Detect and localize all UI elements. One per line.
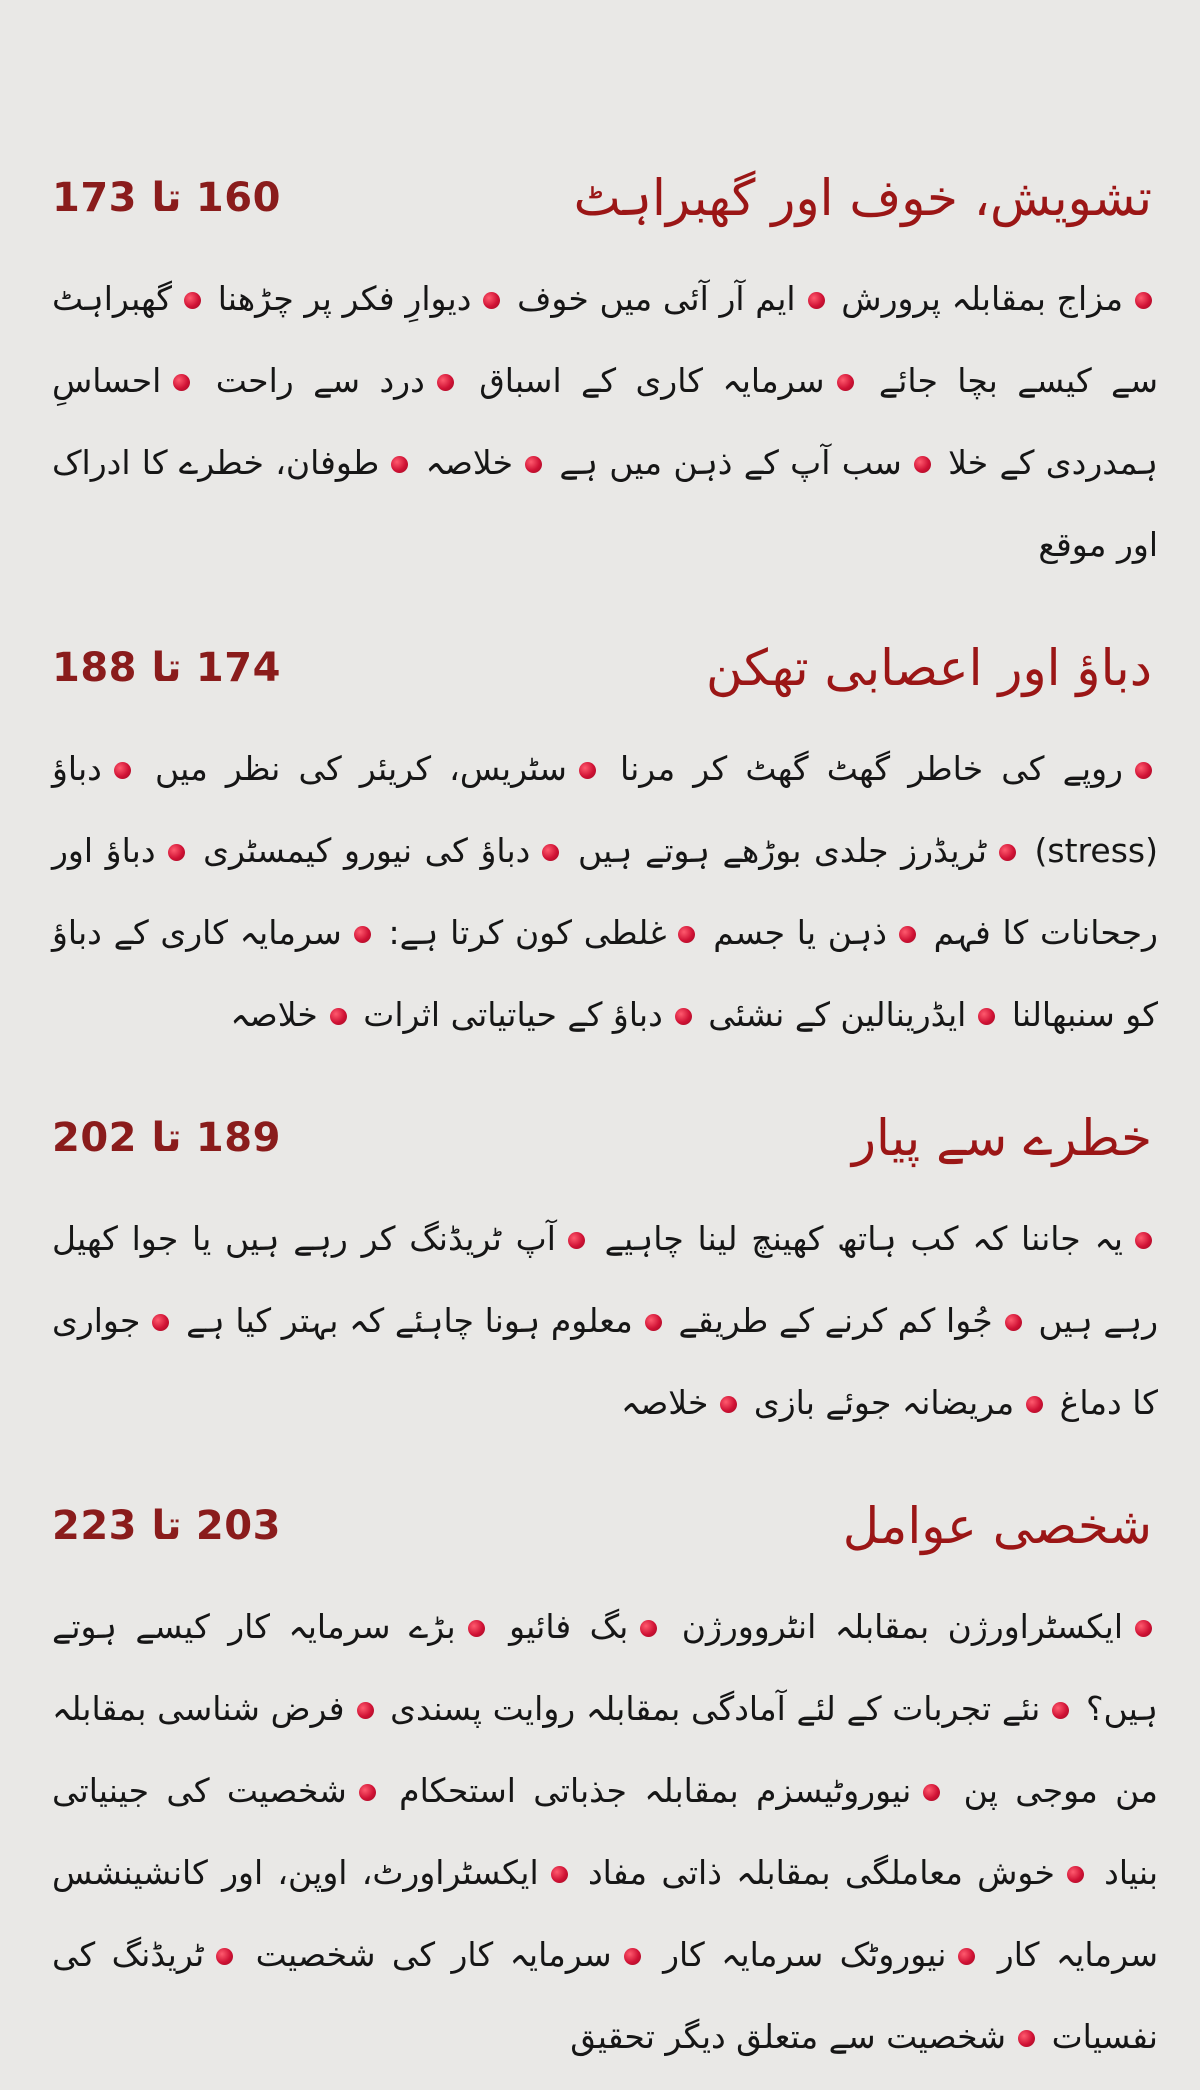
section-title: تشویش، خوف اور گھبراہٹ — [573, 169, 1152, 227]
topic-item — [390, 1689, 1075, 1728]
topic-text: درد سے راحت — [215, 361, 425, 400]
topic-text: سرمایہ کاری کے دباؤ کو سنبھالنا — [52, 913, 1158, 1034]
topic-text: ذہن یا جسم — [713, 913, 887, 952]
section-anxiety-fear — [52, 150, 1158, 586]
topic-text: مریضانہ جوئے بازی — [753, 1383, 1015, 1422]
topic-text: شخصیت کی جینیاتی بنیاد — [52, 1771, 1159, 1892]
bullet-icon — [1135, 1620, 1152, 1637]
topic-text: خلاصہ — [230, 995, 318, 1034]
section-title: دباؤ اور اعصابی تھکن — [706, 639, 1152, 697]
bullet-icon — [914, 456, 931, 473]
page-range — [52, 1503, 281, 1549]
topic-text: خلاصہ — [620, 1383, 709, 1422]
bullet-icon — [899, 926, 916, 943]
topic-text: دباؤ (stress) — [52, 749, 1158, 870]
bullet-icon — [330, 1008, 347, 1025]
bullet-icon — [437, 374, 454, 391]
section-header — [52, 150, 1158, 246]
topic-text: ٹریڈنگ کی نفسیات — [52, 1935, 1158, 2056]
topic-text: نیوروٹیسزم بمقابلہ جذباتی استحکام — [399, 1771, 912, 1810]
bullet-icon — [678, 926, 695, 943]
bullet-icon — [152, 1314, 169, 1331]
bullet-icon — [923, 1784, 940, 1801]
page-range-from: 174 — [195, 645, 281, 691]
page-range-to: 223 — [52, 1503, 137, 1549]
bullet-icon — [173, 374, 190, 391]
bullet-icon — [1135, 1232, 1152, 1249]
topic-text: جواری کا دماغ — [52, 1301, 1158, 1422]
topic-item — [663, 1935, 981, 1974]
topic-item — [363, 995, 697, 1034]
page-range-sep: تا — [151, 645, 182, 691]
topic-text: ایم آر آئی میں خوف — [517, 279, 796, 318]
page-range — [52, 645, 281, 691]
bullet-icon — [837, 374, 854, 391]
section-love-of-risk — [52, 1090, 1158, 1444]
topic-text: دیوارِ فکر پر چڑھنا — [217, 279, 472, 318]
topic-text: ایکسٹراورژن بمقابلہ انٹروورژن — [681, 1607, 1123, 1646]
section-header — [52, 1090, 1158, 1186]
bullet-icon — [999, 844, 1016, 861]
topic-item — [230, 995, 352, 1034]
topic-item — [713, 913, 922, 952]
bullet-icon — [468, 1620, 485, 1637]
topic-text: سرمایہ کار کی شخصیت — [255, 1935, 612, 1974]
section-header — [52, 1478, 1158, 1574]
bullet-icon — [640, 1620, 657, 1637]
bullet-icon — [1005, 1314, 1022, 1331]
bullet-icon — [184, 292, 201, 309]
topic-item — [679, 1301, 1028, 1340]
bullet-icon — [978, 1008, 995, 1025]
bullet-icon — [525, 456, 542, 473]
topic-item — [605, 1219, 1158, 1258]
topic-list — [52, 1574, 1158, 2078]
page-range-from: 160 — [195, 175, 281, 221]
topic-text: معلوم ہونا چاہئے کہ بہتر کیا ہے — [186, 1301, 633, 1340]
topic-item — [426, 443, 548, 482]
topic-item — [186, 1301, 668, 1340]
topic-text: سٹریس، کریئر کی نظر میں — [155, 749, 567, 788]
bullet-icon — [354, 926, 371, 943]
topic-text: طوفان، خطرے کا ادراک اور موقع — [52, 443, 1158, 564]
page-range-sep: تا — [151, 1115, 182, 1161]
page-range-sep: تا — [151, 1503, 182, 1549]
topic-text: شخصیت سے متعلق دیگر تحقیق — [570, 2017, 1007, 2056]
bullet-icon — [391, 456, 408, 473]
topic-item — [578, 831, 1022, 870]
section-personal-factors — [52, 1478, 1158, 2078]
topic-text: یہ جاننا کہ کب ہاتھ کھینچ لینا چاہیے — [604, 1219, 1123, 1258]
topic-text: نیوروٹک سرمایہ کار — [663, 1935, 947, 1974]
bullet-icon — [1018, 2030, 1035, 2047]
topic-text: گھبراہٹ سے کیسے بچا جائے — [52, 279, 1159, 400]
topic-text: بڑے سرمایہ کار کیسے ہوتے ہیں؟ — [52, 1607, 1158, 1728]
bullet-icon — [483, 292, 500, 309]
bullet-icon — [1067, 1866, 1084, 1883]
topic-item — [155, 749, 602, 788]
topic-item — [620, 749, 1158, 788]
section-header — [52, 620, 1158, 716]
bullet-icon — [168, 844, 185, 861]
topic-item — [203, 831, 565, 870]
topic-item — [754, 1383, 1049, 1422]
bullet-icon — [675, 1008, 692, 1025]
topic-item — [708, 995, 1001, 1034]
topic-text: غلطی کون کرتا ہے: — [388, 913, 667, 952]
topic-item — [399, 1771, 946, 1810]
topic-item — [682, 1607, 1158, 1646]
bullet-icon — [808, 292, 825, 309]
topic-list — [52, 1186, 1158, 1444]
section-title: شخصی عوامل — [842, 1497, 1152, 1555]
section-title: خطرے سے پیار — [851, 1109, 1152, 1167]
page-range-to: 188 — [52, 645, 137, 691]
page-range — [52, 175, 281, 221]
topic-item — [389, 913, 702, 952]
topic-item — [588, 1853, 1090, 1892]
bullet-icon — [542, 844, 559, 861]
bullet-icon — [624, 1948, 641, 1965]
page-range — [52, 1115, 281, 1161]
topic-text: دباؤ اور رجحانات کا فہم — [52, 831, 1158, 952]
topic-list — [52, 716, 1158, 1056]
bullet-icon — [216, 1948, 233, 1965]
bullet-icon — [1026, 1396, 1043, 1413]
topic-text: دباؤ کی نیورو کیمسٹری — [203, 831, 531, 870]
topic-text: خلاصہ — [425, 443, 513, 482]
topic-text: آپ ٹریڈنگ کر رہے ہیں یا جوا کھیل رہے ہیں — [52, 1219, 1159, 1340]
topic-text: سرمایہ کاری کے اسباق — [479, 361, 825, 400]
topic-text: احساسِ ہمدردی کے خلا — [52, 361, 1159, 482]
page-range-to: 202 — [52, 1115, 137, 1161]
topic-text: ایڈرینالین کے نشئی — [708, 995, 967, 1034]
topic-item — [517, 279, 830, 318]
topic-text: ایکسٹراورٹ، اوپن، اور کانشینشس سرمایہ کار — [52, 1853, 1158, 1974]
bullet-icon — [579, 762, 596, 779]
topic-item — [570, 2017, 1041, 2056]
topic-item — [841, 279, 1158, 318]
topic-text: نئے تجربات کے لئے آمادگی بمقابلہ روایت پسندی — [390, 1689, 1041, 1728]
topic-text: فرض شناسی بمقابلہ من موجی پن — [52, 1689, 1158, 1810]
topic-list — [52, 246, 1158, 586]
topic-text: روپے کی خاطر گھٹ گھٹ کر مرنا — [620, 749, 1123, 788]
page-range-sep: تا — [151, 175, 182, 221]
bullet-icon — [551, 1866, 568, 1883]
topic-text: خوش معاملگی بمقابلہ ذاتی مفاد — [587, 1853, 1055, 1892]
bullet-icon — [359, 1784, 376, 1801]
topic-text: دباؤ کے حیاتیاتی اثرات — [363, 995, 663, 1034]
bullet-icon — [568, 1232, 585, 1249]
bullet-icon — [720, 1396, 737, 1413]
topic-text: سب آپ کے ذہن میں ہے — [559, 443, 902, 482]
bullet-icon — [1135, 762, 1152, 779]
topic-item — [256, 1935, 647, 1974]
topic-item — [216, 361, 460, 400]
bullet-icon — [114, 762, 131, 779]
topic-item — [218, 279, 507, 318]
section-stress-burnout — [52, 620, 1158, 1056]
topic-text: مزاج بمقابلہ پرورش — [841, 279, 1124, 318]
page-range-from: 189 — [195, 1115, 281, 1161]
topic-item — [479, 361, 859, 400]
topic-text: بگ فائیو — [509, 1607, 629, 1646]
bullet-icon — [357, 1702, 374, 1719]
topic-item — [509, 1607, 663, 1646]
topic-text: جُوا کم کرنے کے طریقے — [678, 1301, 993, 1340]
topic-item — [559, 443, 936, 482]
bullet-icon — [645, 1314, 662, 1331]
page-range-to: 173 — [52, 175, 137, 221]
page-range-from: 203 — [195, 1503, 281, 1549]
bullet-icon — [1052, 1702, 1069, 1719]
topic-item — [621, 1383, 743, 1422]
bullet-icon — [958, 1948, 975, 1965]
bullet-icon — [1135, 292, 1152, 309]
topic-text: ٹریڈرز جلدی بوڑھے ہوتے ہیں — [577, 831, 987, 870]
